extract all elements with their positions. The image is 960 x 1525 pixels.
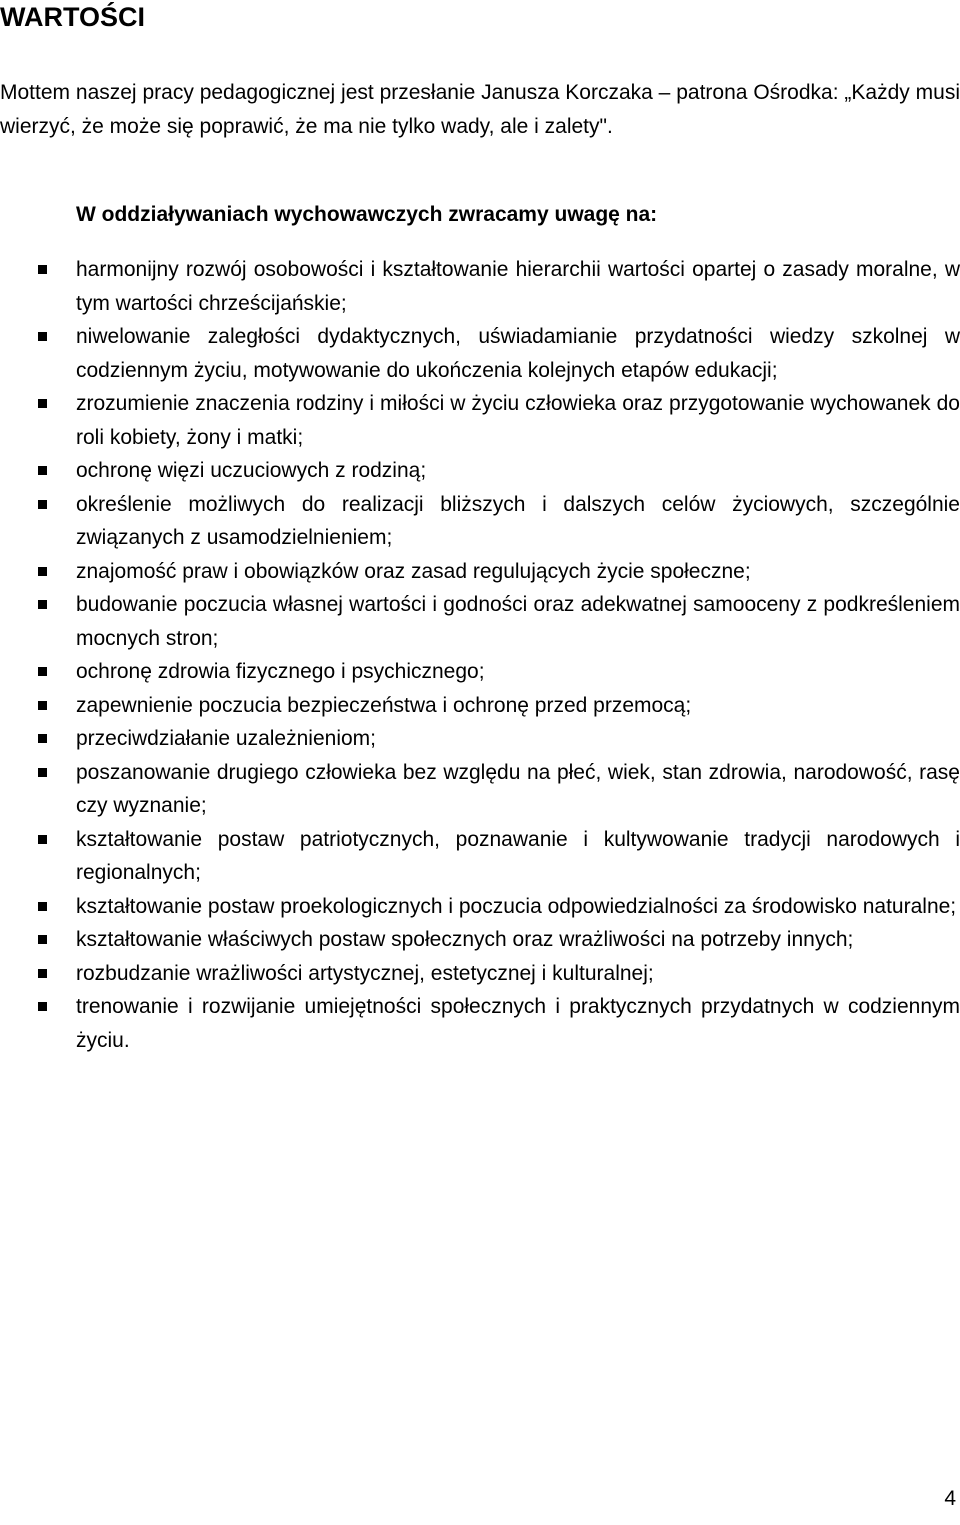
list-item-text: budowanie poczucia własnej wartości i godności oraz adekwatnej samooceny z podkreśleniem mocnych stron;: [76, 593, 960, 650]
square-bullet-icon: [38, 466, 47, 475]
list-item-text: kształtowanie postaw proekologicznych i poczucia odpowiedzialności za środowisko naturalne;: [76, 894, 957, 918]
list-item: [0, 990, 960, 1057]
list-item: [0, 722, 960, 756]
list-item-text: zapewnienie poczucia bezpieczeństwa i ochronę przed przemocą;: [76, 693, 692, 717]
motto-paragraph: Mottem naszej pracy pedagogicznej jest przesłanie Janusza Korczaka – patrona Ośrodka: „Każdy musi wierzyć, że może się poprawić, że ma nie tylko wady, ale i zalety".: [0, 81, 960, 138]
square-bullet-icon: [38, 969, 47, 978]
list-item-text: ochronę więzi uczuciowych z rodziną;: [76, 459, 427, 482]
list-item: [0, 488, 960, 555]
list-item-text: zrozumienie znaczenia rodziny i miłości w życiu człowieka oraz przygotowanie wychowanek do roli kobiety, żony i matki;: [76, 392, 960, 449]
list-item: [0, 320, 960, 387]
list-item-text: kształtowanie postaw patriotycznych, poznawanie i kultywowanie tradycji narodowych i regionalnych;: [76, 827, 960, 884]
square-bullet-icon: [38, 399, 47, 408]
list-item-text: znajomość praw i obowiązków oraz zasad regulujących życie społeczne;: [76, 559, 751, 583]
square-bullet-icon: [38, 734, 47, 743]
list-item-text: ochronę zdrowia fizycznego i psychicznego;: [76, 660, 485, 683]
square-bullet-icon: [38, 835, 47, 844]
list-item-text: niwelowanie zaległości dydaktycznych, uświadamianie przydatności wiedzy szkolnej w codziennym życiu, motywowanie do ukończenia kolejnych etapów edukacji;: [76, 325, 960, 382]
square-bullet-icon: [38, 902, 47, 911]
list-item-text: określenie możliwych do realizacji bliższych i dalszych celów życiowych, szczególnie związanych z usamodzielnieniem;: [76, 492, 960, 549]
square-bullet-icon: [38, 1002, 47, 1011]
page-number: 4: [944, 1487, 956, 1510]
square-bullet-icon: [38, 701, 47, 710]
page-title: WARTOŚCI: [0, 2, 146, 32]
list-item: [0, 756, 960, 823]
square-bullet-icon: [38, 935, 47, 944]
list-item-text: trenowanie i rozwijanie umiejętności społecznych i praktycznych przydatnych w codziennym życiu.: [76, 995, 960, 1052]
square-bullet-icon: [38, 265, 47, 274]
square-bullet-icon: [38, 567, 47, 576]
list-item: [0, 555, 960, 589]
square-bullet-icon: [38, 332, 47, 341]
list-item-text: kształtowanie właściwych postaw społecznych oraz wrażliwości na potrzeby innych;: [76, 928, 854, 951]
list-item: [0, 689, 960, 723]
list-item-text: rozbudzanie wrażliwości artystycznej, estetycznej i kulturalnej;: [76, 961, 654, 985]
list-item: [0, 253, 960, 320]
list-item: [0, 655, 960, 689]
square-bullet-icon: [38, 500, 47, 509]
square-bullet-icon: [38, 768, 47, 777]
square-bullet-icon: [38, 667, 47, 676]
list-item: [0, 890, 960, 924]
list-item: [0, 454, 960, 488]
list-item-text: harmonijny rozwój osobowości i kształtowanie hierarchii wartości opartej o zasady moralne, w tym wartości chrześcijańskie;: [76, 258, 960, 315]
list-item-text: poszanowanie drugiego człowieka bez względu na płeć, wiek, stan zdrowia, narodowość, rasę czy wyznanie;: [76, 760, 960, 817]
values-list: [0, 253, 960, 1057]
list-item: [0, 923, 960, 957]
list-item: [0, 588, 960, 655]
list-item: [0, 823, 960, 890]
list-item-text: przeciwdziałanie uzależnieniom;: [76, 727, 376, 750]
section-heading: W oddziaływaniach wychowawczych zwracamy uwagę na:: [76, 203, 658, 226]
list-item: [0, 387, 960, 454]
list-item: [0, 957, 960, 991]
square-bullet-icon: [38, 600, 47, 609]
